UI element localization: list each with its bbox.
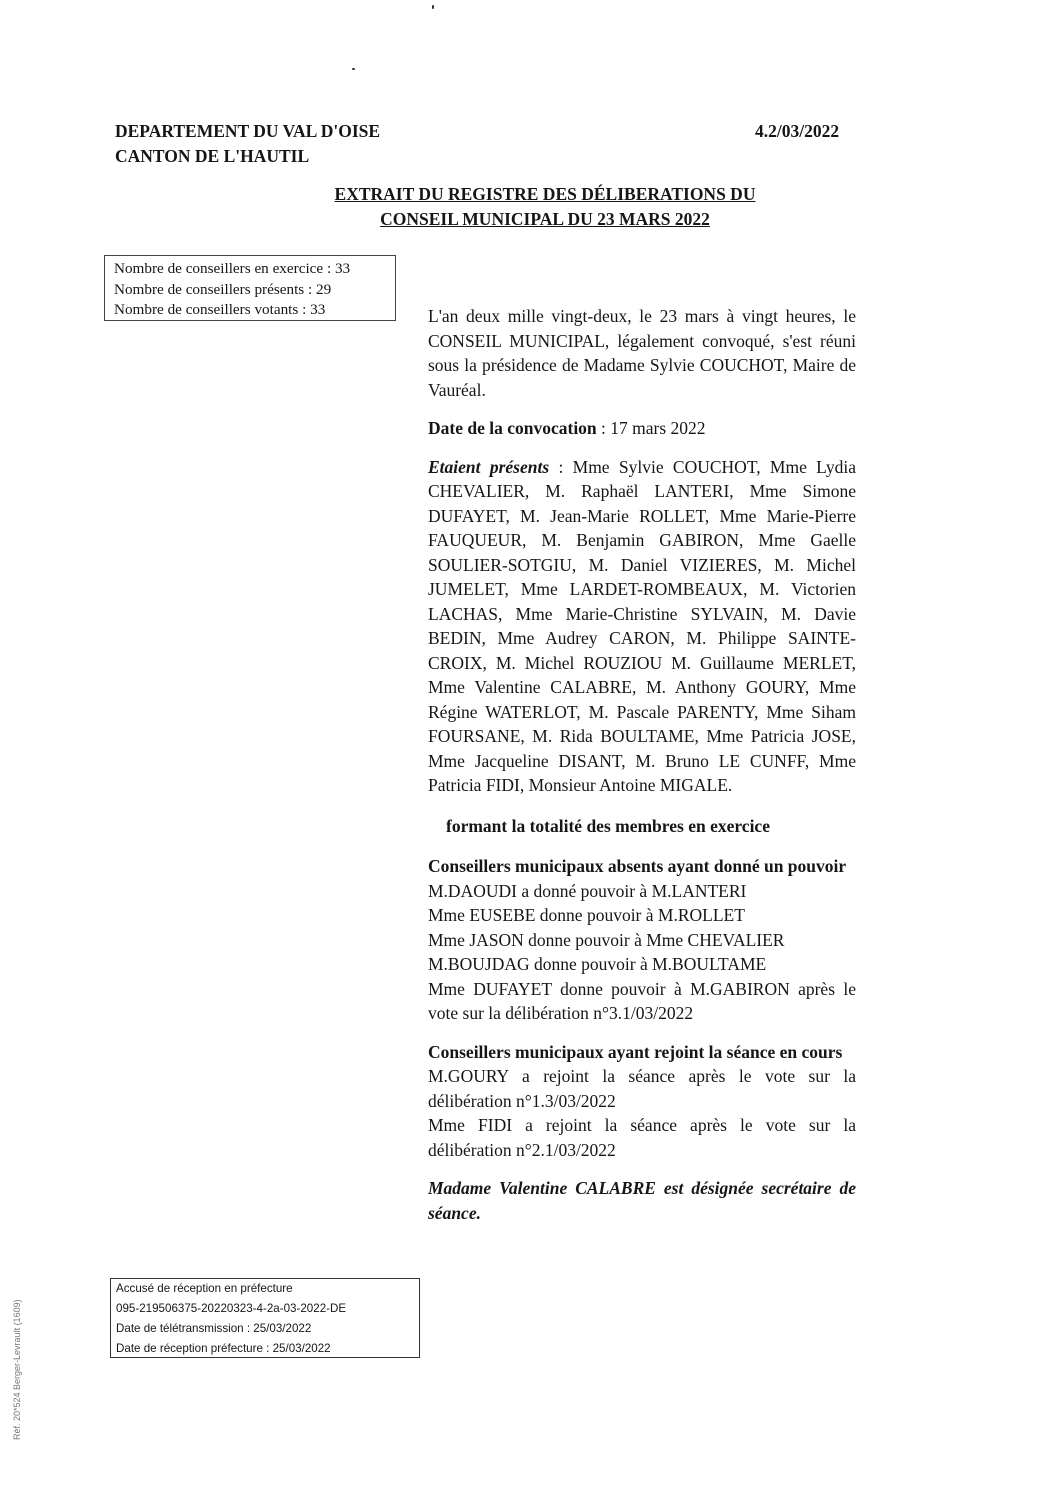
main-column [428, 304, 856, 1225]
stamp-reception-date: Date de réception préfecture : 25/03/2022 [116, 1342, 331, 1355]
count-votants: Nombre de conseillers votants : 33 [114, 301, 326, 318]
department-name: DEPARTEMENT DU VAL D'OISE [115, 121, 381, 141]
stamp-transmission-date: Date de télétransmission : 25/03/2022 [116, 1322, 312, 1335]
councillor-count-box [104, 255, 396, 321]
totalite-line: formant la totalité des membres en exercice [446, 815, 770, 836]
secretaire-line: Madame Valentine CALABRE est désignée secrétaire de séance. [428, 1178, 856, 1223]
stamp-title: Accusé de réception en préfecture [116, 1282, 293, 1295]
deliberation-reference: 4.2/03/2022 [755, 121, 840, 141]
presents-list: : Mme Sylvie COUCHOT, Mme Lydia CHEVALIER, M. Raphaël LANTERI, Mme Simone DUFAYET, M. Jean-Marie ROLLET, Mme Marie-Pierre FAUQUEUR, M. Benjamin GABIRON, Mme Gaelle SOULIER-SOTGIU, M. Daniel VIZIERES, M. Michel JUMELET, Mme LARDET-ROMBEAUX, M. Victorien LACHAS, Mme Marie-Christine SYLVAIN, M. Davie BEDIN, Mme Audrey CARON, M. Philippe SAINTE-CROIX, M. Michel ROUZIOU M. Guillaume MERLET, Mme Valentine CALABRE, M. Anthony GOURY, Mme Régine WATERLOT, M. Pascale PARENTY, Mme Siham FOURSANE, M. Rida BOULTAME, Mme Patricia JOSE, Mme Jacqueline DISANT, M. Bruno LE CUNFF, Mme Patricia FIDI, Monsieur Antoine MIGALE. [428, 456, 856, 795]
convocation-value: : 17 mars 2022 [596, 418, 706, 438]
absent-item: M.DAOUDI a donné pouvoir à M.LANTERI [428, 880, 747, 901]
document-title [260, 182, 830, 232]
rejoint-heading: Conseillers municipaux ayant rejoint la séance en cours [428, 1041, 843, 1062]
title-line-2: CONSEIL MUNICIPAL DU 23 MARS 2022 [380, 209, 710, 229]
intro-paragraph: L'an deux mille vingt-deux, le 23 mars à vingt heures, le CONSEIL MUNICIPAL, légalement convoqué, s'est réuni sous la présidence de Madame Sylvie COUCHOT, Maire de Vauréal. [428, 306, 856, 400]
presents-paragraph [428, 455, 856, 798]
count-presents: Nombre de conseillers présents : 29 [114, 280, 332, 298]
rejoint-item: Mme FIDI a rejoint la séance après le vote sur la délibération n°2.1/03/2022 [428, 1115, 856, 1160]
scan-speck [352, 68, 355, 70]
absent-item: Mme EUSEBE donne pouvoir à M.ROLLET [428, 905, 745, 925]
absent-item: M.BOUJDAG donne pouvoir à M.BOULTAME [428, 954, 767, 974]
form-reference-note: Réf. 20*524 Berger-Levrault (1609) [12, 1299, 22, 1440]
count-en-exercice: Nombre de conseillers en exercice : 33 [114, 260, 351, 277]
presents-label: Etaient présents [428, 456, 550, 477]
scan-speck [432, 5, 434, 9]
department-header [115, 119, 380, 169]
convocation-date [428, 416, 856, 441]
absents-heading: Conseillers municipaux absents ayant donné un pouvoir [428, 856, 847, 876]
stamp-identifier: 095-219506375-20220323-4-2a-03-2022-DE [116, 1302, 347, 1315]
convocation-label: Date de la convocation [428, 418, 597, 438]
absent-item: Mme DUFAYET donne pouvoir à M.GABIRON après le vote sur la délibération n°3.1/03/2022 [428, 978, 856, 1023]
canton-name: CANTON DE L'HAUTIL [115, 146, 310, 166]
absent-item: Mme JASON donne pouvoir à Mme CHEVALIER [428, 929, 785, 950]
title-line-1: EXTRAIT DU REGISTRE DES DÉLIBERATIONS DU [334, 184, 756, 204]
rejoint-item: M.GOURY a rejoint la séance après le vote sur la délibération n°1.3/03/2022 [428, 1066, 856, 1111]
prefecture-receipt-stamp [110, 1278, 420, 1358]
